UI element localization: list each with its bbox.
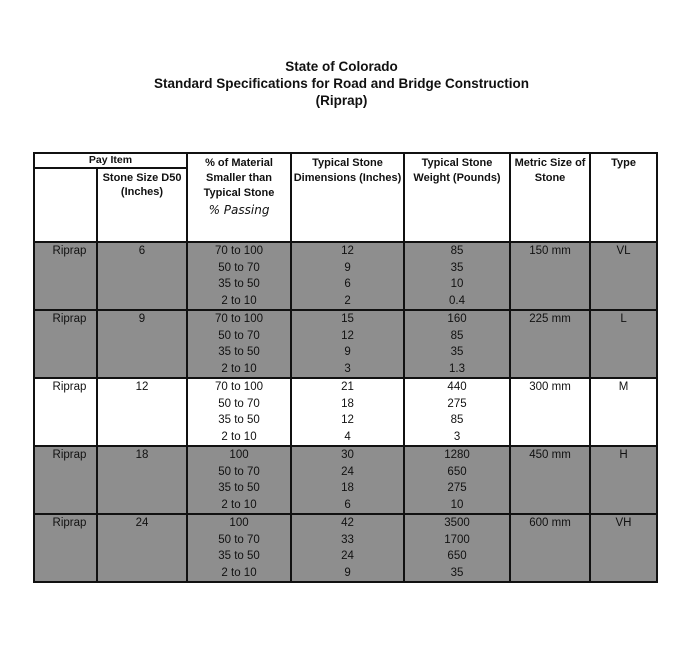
stone-size-cell: 6 — [97, 242, 187, 310]
weights-value: 1.3 — [449, 362, 466, 375]
stone-size-cell: 18 — [97, 446, 187, 514]
dims-value: 24 — [341, 465, 354, 478]
weights-cell — [404, 446, 510, 514]
metric-size-cell: 450 mm — [510, 446, 590, 514]
percent-value: 50 to 70 — [218, 261, 260, 274]
percent-cell — [187, 446, 291, 514]
title-line-2: Standard Specifications for Road and Bridge Construction — [153, 76, 530, 91]
dims-value: 30 — [341, 449, 354, 461]
percent-cell — [187, 242, 291, 310]
header-weight: Typical Stone Weight (Pounds) — [404, 153, 510, 242]
weights-value: 3 — [453, 430, 461, 443]
document-title — [0, 58, 683, 109]
header-stone-size: Stone Size D50 (Inches) — [97, 168, 187, 242]
weights-value: 650 — [447, 465, 467, 478]
pay-item-label: Riprap — [34, 310, 97, 378]
dims-value: 12 — [341, 414, 354, 426]
percent-value: 100 — [229, 517, 249, 529]
title-line-1: State of Colorado — [285, 59, 398, 74]
metric-size-cell: 150 mm — [510, 242, 590, 310]
percent-value: 35 to 50 — [218, 550, 260, 562]
dims-value: 24 — [341, 550, 354, 562]
percent-value: 70 to 100 — [215, 381, 263, 393]
header-material-text: % of Material Smaller than Typical Stone — [203, 157, 275, 199]
weights-value: 35 — [450, 566, 464, 579]
weights-value: 275 — [447, 397, 467, 410]
percent-value: 2 to 10 — [221, 430, 257, 443]
type-cell: VH — [590, 514, 657, 582]
percent-value: 35 to 50 — [218, 414, 260, 426]
dims-cell — [291, 446, 404, 514]
dims-value: 15 — [341, 313, 354, 325]
type-cell: VL — [590, 242, 657, 310]
weights-value: 35 — [450, 261, 464, 274]
type-cell: M — [590, 378, 657, 446]
weights-value: 10 — [450, 278, 464, 290]
percent-value: 2 to 10 — [221, 498, 257, 511]
percent-cell — [187, 378, 291, 446]
header-type: Type — [590, 153, 657, 242]
type-cell: L — [590, 310, 657, 378]
dims-cell — [291, 514, 404, 582]
stone-size-cell: 9 — [97, 310, 187, 378]
percent-value: 35 to 50 — [218, 278, 260, 290]
riprap-table — [33, 152, 658, 583]
weights-value: 650 — [447, 550, 467, 562]
weights-value: 1700 — [444, 533, 470, 546]
percent-value: 50 to 70 — [218, 397, 260, 410]
header-blank — [34, 168, 97, 242]
dims-value: 18 — [341, 397, 354, 410]
dims-value: 9 — [344, 566, 351, 579]
table-row — [34, 378, 657, 446]
dims-value: 12 — [341, 329, 354, 342]
percent-value: 50 to 70 — [218, 329, 260, 342]
weights-cell — [404, 242, 510, 310]
metric-size-cell: 600 mm — [510, 514, 590, 582]
type-cell: H — [590, 446, 657, 514]
dims-value: 9 — [344, 346, 351, 358]
weights-value: 3500 — [444, 517, 470, 529]
weights-value: 160 — [447, 313, 467, 325]
weights-value: 440 — [447, 381, 467, 393]
dims-cell — [291, 378, 404, 446]
percent-value: 35 to 50 — [218, 482, 260, 494]
percent-value: 70 to 100 — [215, 245, 263, 257]
header-metric: Metric Size of Stone — [510, 153, 590, 242]
header-material-handwritten: % Passing — [208, 203, 270, 217]
table-row — [34, 242, 657, 310]
weights-cell — [404, 310, 510, 378]
percent-value: 50 to 70 — [218, 465, 260, 478]
weights-value: 275 — [447, 482, 467, 494]
weights-value: 1280 — [444, 449, 470, 461]
weights-value: 85 — [450, 245, 464, 257]
table-row — [34, 514, 657, 582]
header-material — [187, 153, 291, 242]
dims-value: 2 — [344, 294, 351, 307]
percent-value: 35 to 50 — [218, 346, 260, 358]
header-pay-item: Pay Item — [34, 153, 187, 168]
percent-value: 2 to 10 — [221, 294, 257, 307]
dims-value: 9 — [344, 261, 351, 274]
weights-value: 0.4 — [449, 294, 466, 307]
dims-cell — [291, 242, 404, 310]
weights-value: 35 — [450, 346, 464, 358]
weights-value: 10 — [450, 498, 464, 511]
percent-value: 2 to 10 — [221, 566, 257, 579]
metric-size-cell: 225 mm — [510, 310, 590, 378]
percent-value: 2 to 10 — [221, 362, 257, 375]
table-row — [34, 446, 657, 514]
stone-size-cell: 12 — [97, 378, 187, 446]
dims-value: 42 — [341, 517, 354, 529]
percent-value: 70 to 100 — [215, 313, 263, 325]
dims-value: 21 — [341, 381, 354, 393]
percent-cell — [187, 514, 291, 582]
pay-item-label: Riprap — [34, 242, 97, 310]
dims-value: 6 — [344, 498, 351, 511]
pay-item-label: Riprap — [34, 378, 97, 446]
title-line-3: (Riprap) — [315, 93, 368, 108]
percent-value: 50 to 70 — [218, 533, 260, 546]
dims-value: 4 — [344, 430, 351, 443]
pay-item-label: Riprap — [34, 514, 97, 582]
header-dimensions: Typical Stone Dimensions (Inches) — [291, 153, 404, 242]
dims-value: 18 — [341, 482, 354, 494]
dims-cell — [291, 310, 404, 378]
percent-cell — [187, 310, 291, 378]
percent-value: 100 — [229, 449, 249, 461]
weights-value: 85 — [450, 414, 464, 426]
dims-value: 12 — [341, 245, 354, 257]
dims-value: 6 — [344, 278, 351, 290]
pay-item-label: Riprap — [34, 446, 97, 514]
weights-value: 85 — [450, 329, 464, 342]
weights-cell — [404, 378, 510, 446]
dims-value: 33 — [341, 533, 354, 546]
dims-value: 3 — [344, 362, 351, 375]
table-row — [34, 310, 657, 378]
metric-size-cell: 300 mm — [510, 378, 590, 446]
weights-cell — [404, 514, 510, 582]
stone-size-cell: 24 — [97, 514, 187, 582]
